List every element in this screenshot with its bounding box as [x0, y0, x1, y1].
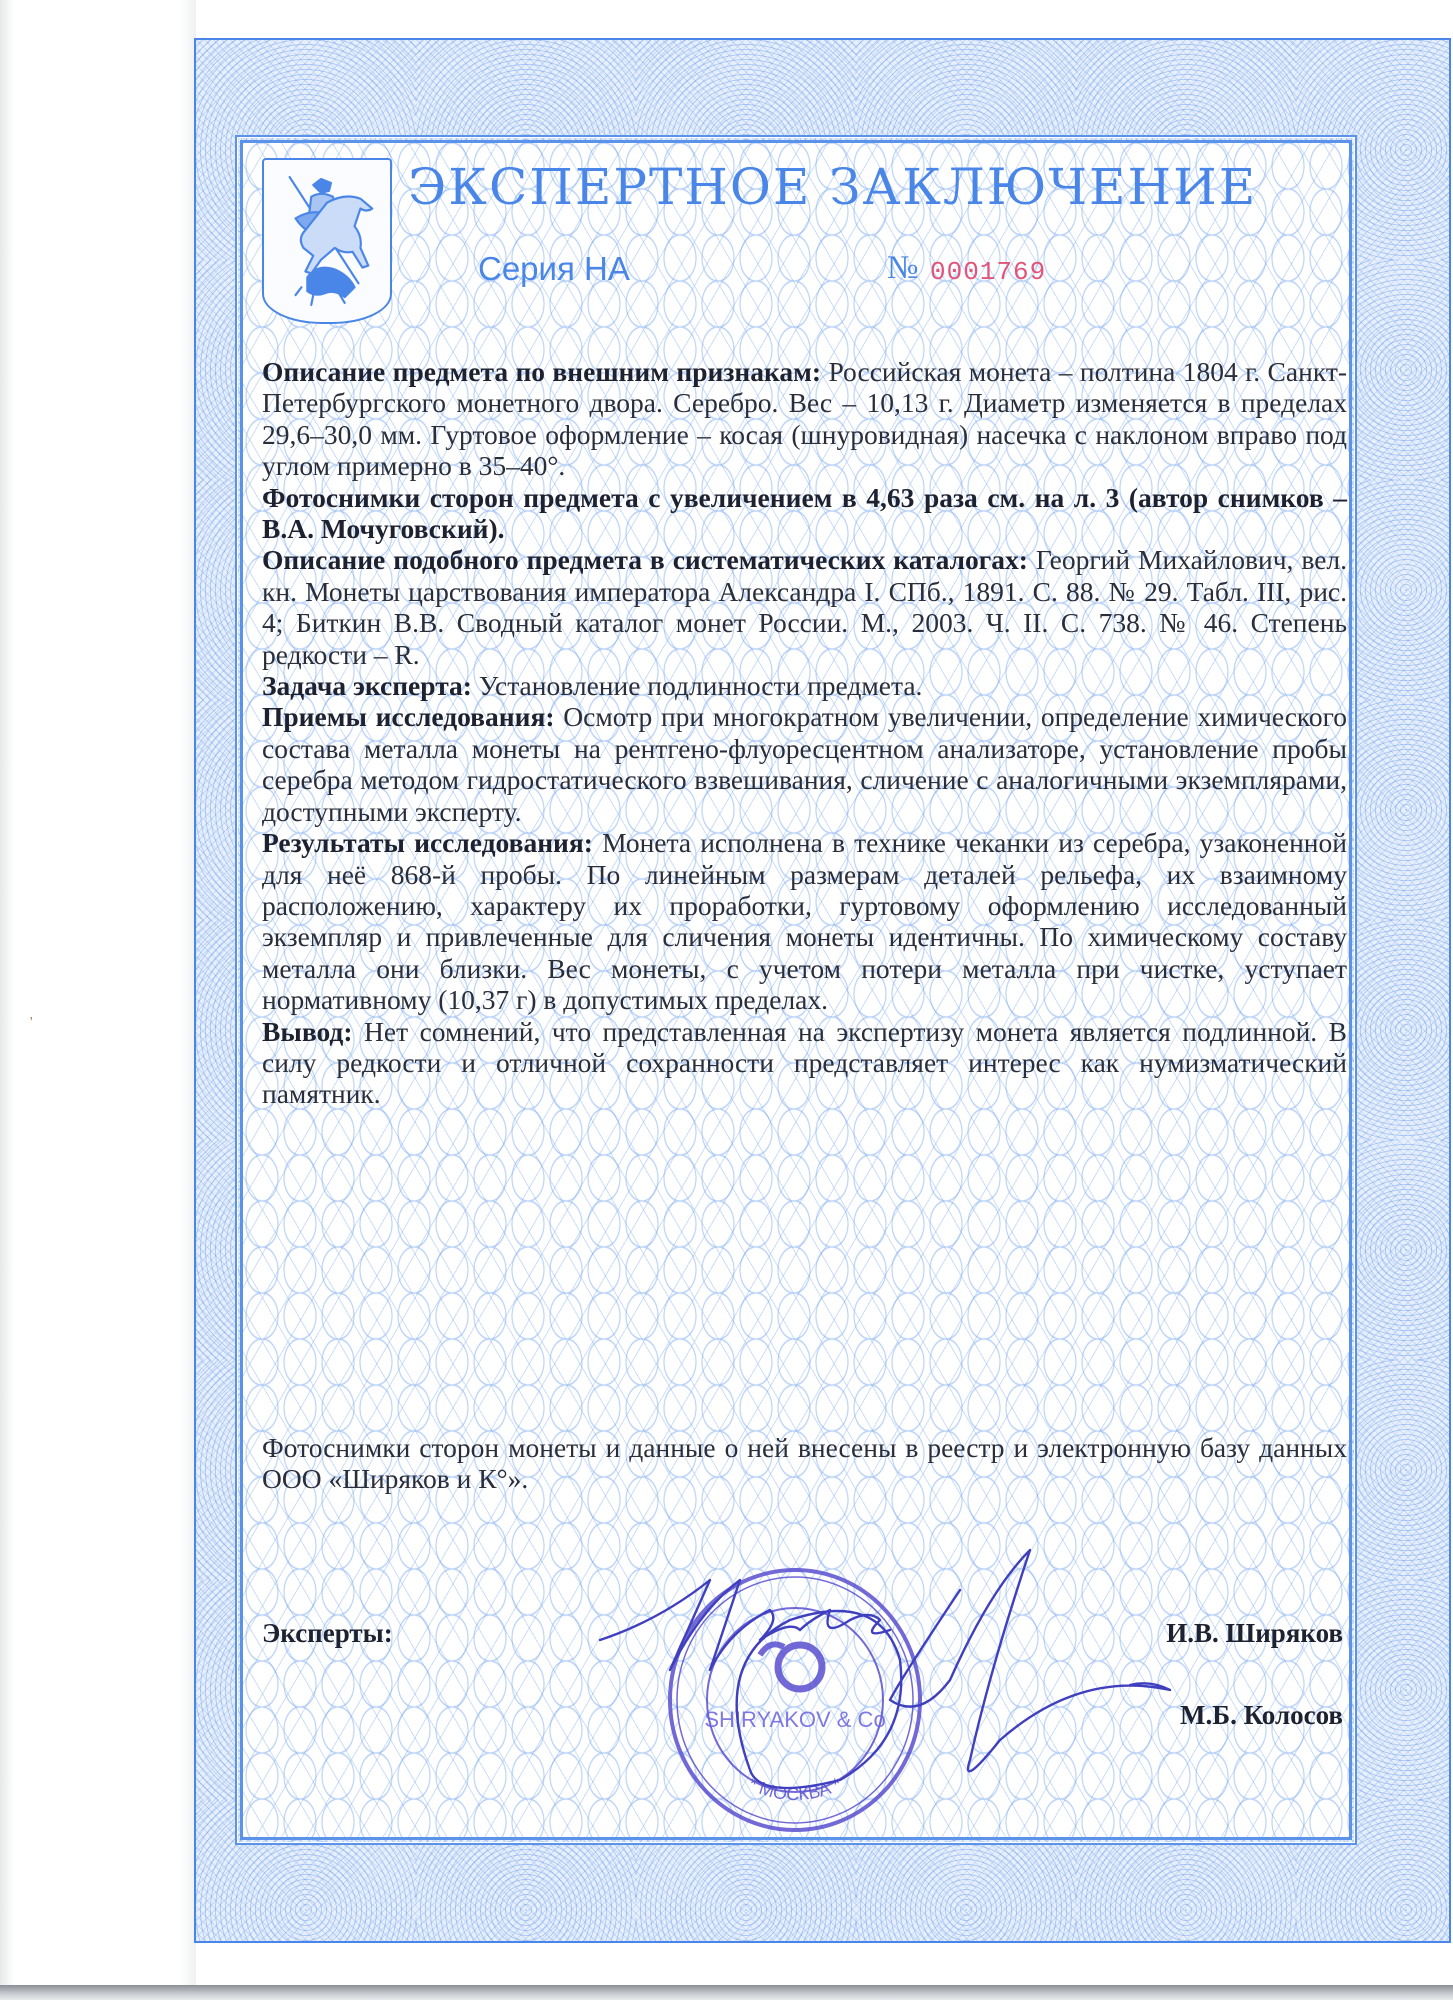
moscow-coat-of-arms-icon	[262, 158, 392, 324]
section-text: Установление подлинности предмета.	[471, 670, 923, 702]
handwritten-signatures-icon	[580, 1530, 1240, 1830]
certificate-body	[262, 356, 1347, 1110]
document-title: ЭКСПЕРТНОЕ ЗАКЛЮЧЕНИЕ	[408, 158, 1258, 216]
expert-name-shiryakov: И.В. Ширяков	[1166, 1618, 1343, 1648]
stamp-center-text: SHIRYAKOV & Co	[704, 1707, 886, 1732]
section-text: Нет сомнений, что представленная на экспертизу монета является подлинной. В силу редкости и отличной сохранности представляет интерес как нумизматический памятник.	[262, 1015, 1347, 1110]
stamp-arc-text: * МОСКВА *	[745, 1773, 845, 1805]
registry-note: Фотоснимки сторон монеты и данные о ней внесены в реестр и электронную базу данных ООО «Ширяков и К°».	[262, 1432, 1347, 1495]
section-expert-task	[262, 670, 1347, 701]
number-sign: №	[887, 250, 919, 286]
page-edge-shadow	[0, 1985, 1453, 2000]
section-label: Описание подобного предмета в систематических каталогах:	[262, 544, 1028, 576]
section-text: Монета исполнена в технике чеканки из серебра, узаконенной для неё 868-й пробы. По линейным размерам деталей рельефа, их взаимному расположению, характеру их проработки, гуртовому оформлению исследованный экземпляр и привлеченные для сличения монеты идентичны. По химическому составу металла они близки. Вес монеты, с учетом потери металла при чистке, уступает нормативному (10,37 г) в допустимых пределах.	[262, 827, 1347, 1016]
series-label: Серия НА	[478, 250, 630, 287]
section-research-methods	[262, 701, 1347, 827]
signature-kolosov	[890, 1550, 1170, 1771]
blank-left-page	[0, 0, 196, 1985]
signature-shiryakov	[600, 1580, 890, 1670]
section-research-results	[262, 827, 1347, 1015]
section-label: Описание предмета по внешним признакам:	[262, 356, 822, 387]
expert-name-kolosov: М.Б. Колосов	[1179, 1700, 1343, 1730]
section-text: Георгий Михайлович, вел. кн. Монеты царствования императора Александра I. СПб., 1891. С. 88. № 29. Табл. III, рис. 4; Биткин В.В. Сводный каталог монет России. М., 2003. Ч. II. С. 738. № 46. Степень редкости – R.	[262, 544, 1347, 670]
section-label: Задача эксперта:	[262, 670, 472, 702]
section-catalog-references	[262, 544, 1347, 670]
section-external-description	[262, 356, 1347, 482]
section-photos	[262, 482, 1347, 545]
section-label: Вывод:	[262, 1015, 353, 1047]
section-label: Приемы исследования:	[262, 701, 555, 733]
paper-speck: '	[30, 1015, 33, 1030]
section-label: Фотоснимки сторон предмета с увеличением в 4,63 раза см. на л. 3 (автор снимков – В.А. Мочуговский).	[262, 481, 1347, 545]
section-conclusion	[262, 1016, 1347, 1110]
st-george-emblem-icon	[268, 166, 386, 316]
experts-label: Эксперты:	[262, 1618, 393, 1648]
section-label: Результаты исследования:	[262, 827, 593, 859]
section-text: Российская монета – полтина 1804 г. Санкт-Петербургского монетного двора. Серебро. Вес – 10,13 г. Диаметр изменяется в пределах 29,6–30,0 мм. Гуртовое оформление – косая (шнуровидная) насечка с наклоном вправо под углом примерно в 35–40°.	[262, 356, 1347, 482]
section-text: Осмотр при многократном увеличении, определение химического состава металла монеты на рентгено-флуоресцентном анализаторе, установление пробы серебра методом гидростатического взвешивания, сличение с аналогичными экземплярами, доступными эксперту.	[262, 701, 1347, 827]
serial-number: 0001769	[930, 257, 1047, 287]
